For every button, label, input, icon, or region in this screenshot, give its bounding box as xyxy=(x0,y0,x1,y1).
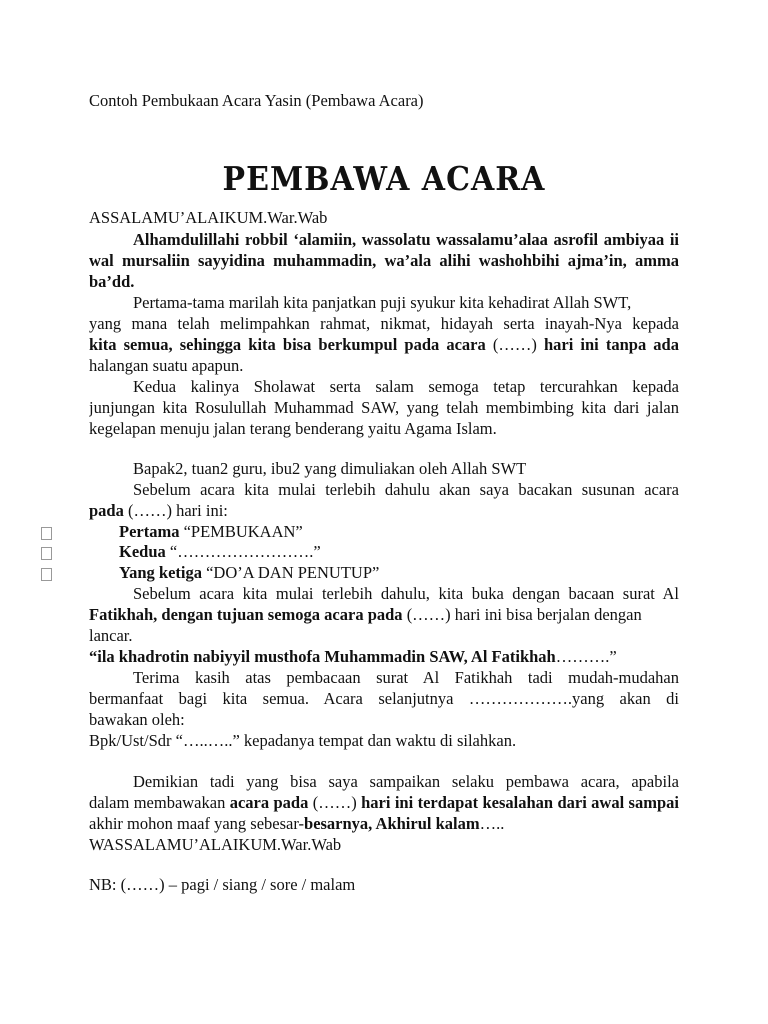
text: WASSALAMU’ALAIKUM.War.Wab xyxy=(89,835,342,854)
bold-text: Pertama xyxy=(119,522,180,541)
text-line xyxy=(89,314,679,334)
text: ……….” xyxy=(555,647,617,666)
text-line xyxy=(89,419,679,439)
text: Kedua kalinya Sholawat serta salam semoga tetap tercurahkan kepada xyxy=(133,377,679,396)
document-title: Contoh Pembukaan Acara Yasin (Pembawa Acara) xyxy=(89,91,424,110)
bold-text: Fatikhah, dengan tujuan semoga acara pada xyxy=(89,605,403,624)
bold-text: ba’dd. xyxy=(89,272,135,291)
text-line xyxy=(119,522,679,542)
bullet-icon xyxy=(41,527,52,540)
bold-text: hari ini terdapat kesalahan dari awal sampai xyxy=(361,793,679,812)
text-line xyxy=(89,230,679,250)
bold-text: Kedua xyxy=(119,542,166,561)
text-line xyxy=(89,335,679,355)
text: Pertama-tama marilah kita panjatkan puji syukur kita kehadirat Allah SWT, xyxy=(133,293,632,312)
bold-text: Yang ketiga xyxy=(119,563,202,582)
text: kegelapan menuju jalan terang benderang yaitu Agama Islam. xyxy=(89,419,497,438)
text-line xyxy=(89,731,679,751)
text-line xyxy=(89,377,679,397)
text-line xyxy=(89,480,679,500)
text: Sebelum acara kita mulai terlebih dahulu akan saya bacakan susunan acara xyxy=(133,480,679,499)
text-line xyxy=(89,793,679,813)
text-line xyxy=(89,251,679,271)
text-line xyxy=(89,710,679,730)
text: dalam membawakan xyxy=(89,793,230,812)
text-line xyxy=(119,563,679,583)
text: halangan suatu apapun. xyxy=(89,356,244,375)
text-line xyxy=(89,459,679,479)
text: “DO’A DAN PENUTUP” xyxy=(201,563,380,582)
text: (……) hari ini bisa berjalan dengan xyxy=(402,605,642,624)
bold-text: pada xyxy=(89,501,124,520)
bold-text: hari ini tanpa ada xyxy=(543,335,679,354)
bold-text: wal mursaliin sayyidina muhammadin, wa’ala alihi washohbihi ajma’in, amma xyxy=(89,251,679,270)
text: Demikian tadi yang bisa saya sampaikan selaku pembawa acara, apabila xyxy=(133,772,679,791)
text-line xyxy=(89,835,679,855)
bold-text: besarnya, Akhirul kalam xyxy=(304,814,480,833)
text: (……) xyxy=(308,793,362,812)
text-line xyxy=(89,501,679,521)
text: lancar. xyxy=(89,626,133,645)
text-line xyxy=(89,208,679,228)
text-line xyxy=(89,356,679,376)
text: (……) hari ini: xyxy=(123,501,228,520)
text: bermanfaat bagi kita semua. Acara selanjutnya ……………….yang akan di xyxy=(89,689,679,708)
bold-text: kita semua, sehingga kita bisa berkumpul pada acara xyxy=(89,335,486,354)
text: Bpk/Ust/Sdr “…..…..” kepadanya tempat dan waktu di silahkan. xyxy=(89,731,517,750)
bold-text: Alhamdulillahi robbil ‘alamiin, wassolatu wassalamu’alaa asrofil ambiyaa ii xyxy=(133,230,679,249)
text-line xyxy=(89,293,679,313)
text-line xyxy=(89,626,679,646)
text: ….. xyxy=(479,814,505,833)
text-line xyxy=(89,772,679,792)
text-line xyxy=(89,668,679,688)
text-line xyxy=(89,875,679,895)
bold-text: acara pada xyxy=(229,793,309,812)
text-line xyxy=(119,542,679,562)
text: “PEMBUKAAN” xyxy=(179,522,303,541)
bold-text: “ila khadrotin nabiyyil musthofa Muhammadin SAW, Al Fatikhah xyxy=(89,647,556,666)
text: Bapak2, tuan2 guru, ibu2 yang dimuliakan oleh Allah SWT xyxy=(133,459,527,478)
bullet-icon xyxy=(41,568,52,581)
text: ASSALAMU’ALAIKUM.War.Wab xyxy=(89,208,328,227)
text-line xyxy=(89,398,679,418)
text: bawakan oleh: xyxy=(89,710,185,729)
text: akhir mohon maaf yang sebesar- xyxy=(89,814,305,833)
text: Terima kasih atas pembacaan surat Al Fatikhah tadi mudah-mudahan xyxy=(133,668,679,687)
text: Sebelum acara kita mulai terlebih dahulu, kita buka dengan bacaan surat Al xyxy=(133,584,679,603)
text-line xyxy=(89,814,679,834)
text: NB: (……) – pagi / siang / sore / malam xyxy=(89,875,356,894)
heading: PEMBAWA ACARA xyxy=(222,160,546,199)
text: junjungan kita Rosulullah Muhammad SAW, yang telah membimbing kita dari jalan xyxy=(89,398,679,417)
bullet-icon xyxy=(41,547,52,560)
text: yang mana telah melimpahkan rahmat, nikmat, hidayah serta inayah-Nya kepada xyxy=(89,314,679,333)
text-line xyxy=(89,584,679,604)
text-line xyxy=(89,689,679,709)
text-line xyxy=(89,605,679,625)
text: (……) xyxy=(485,335,544,354)
text: “…………………….” xyxy=(165,542,321,561)
text-line xyxy=(89,647,679,667)
text-line xyxy=(89,272,679,292)
